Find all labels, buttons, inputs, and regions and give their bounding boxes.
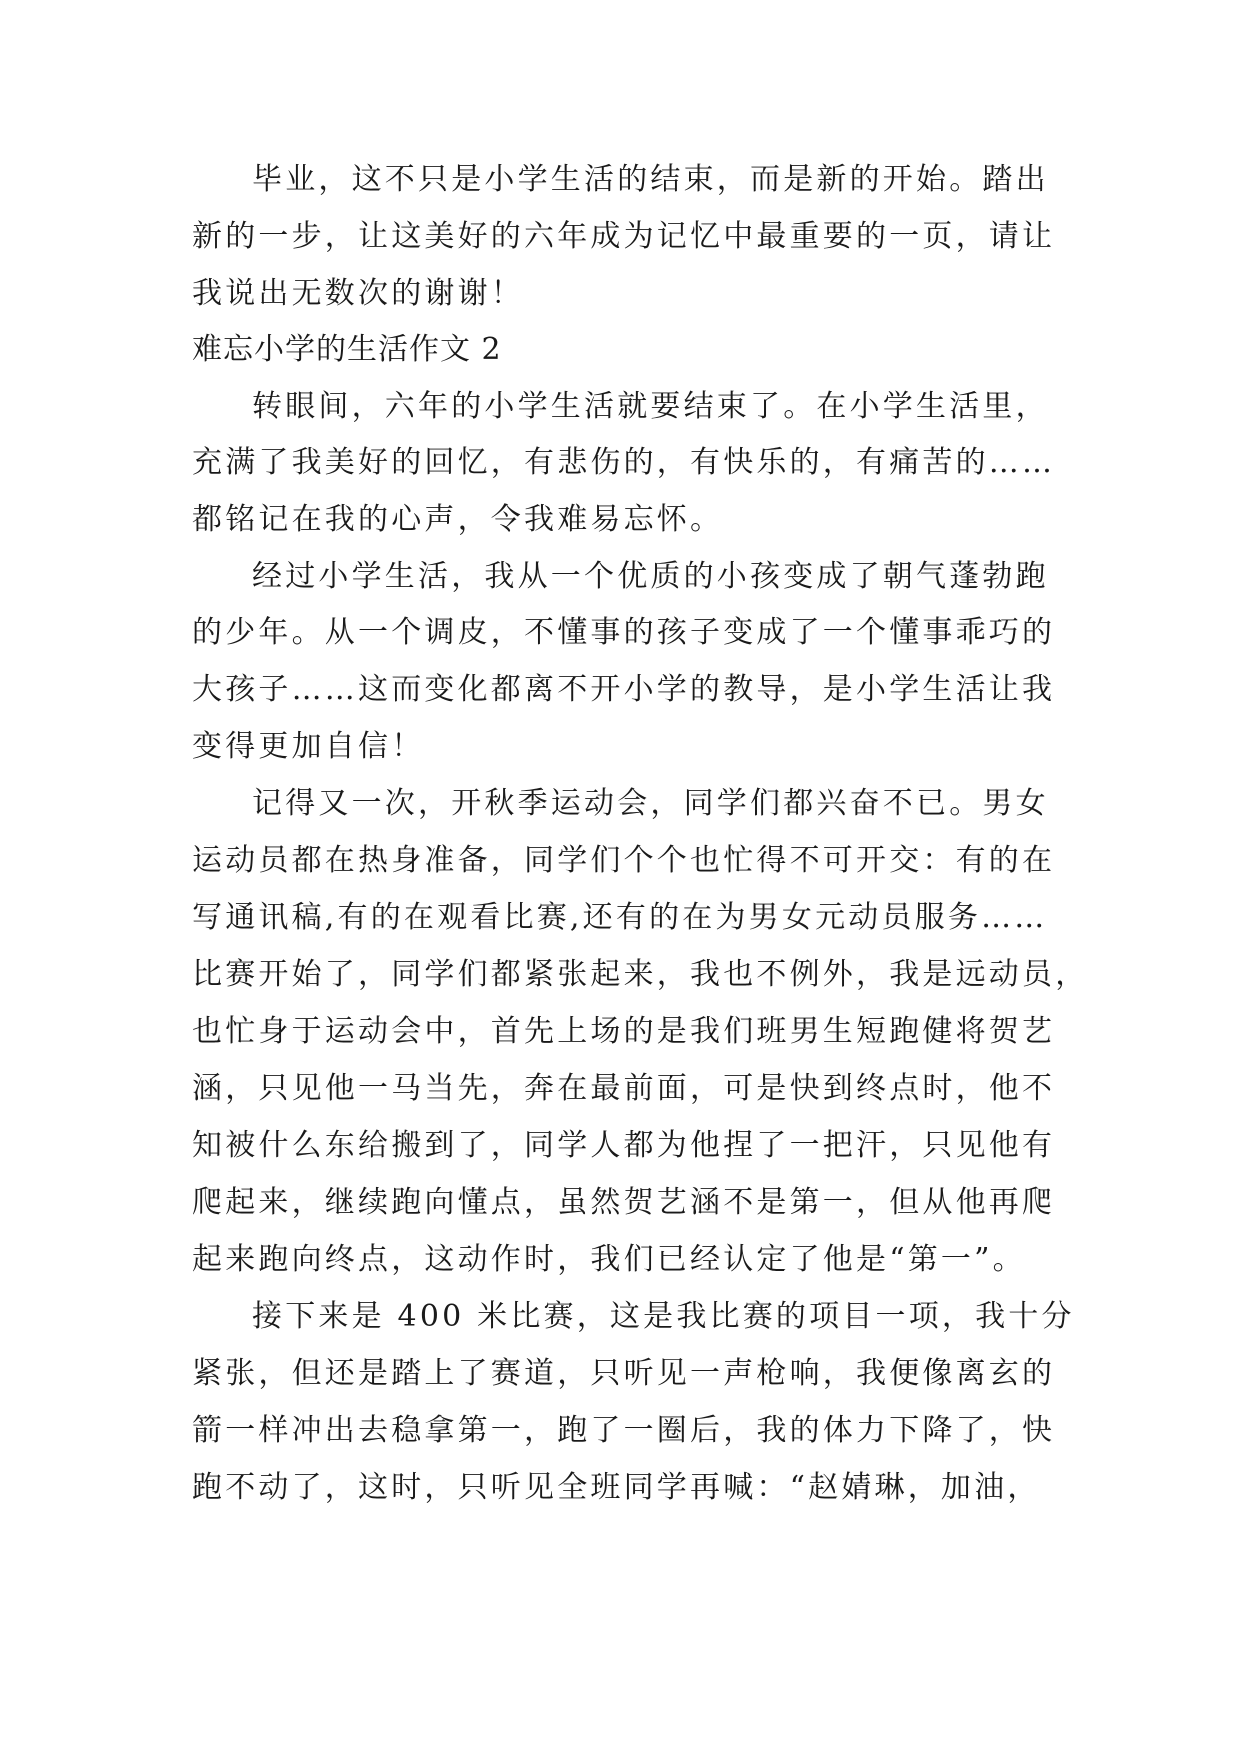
paragraph-line: 涵，只见他一马当先，奔在最前面，可是快到终点时，他不 xyxy=(192,1071,1056,1106)
paragraph-line: 的少年。从一个调皮，不懂事的孩子变成了一个懂事乖巧的 xyxy=(192,615,1056,650)
paragraph-line: 变得更加自信！ xyxy=(192,729,425,764)
section-heading: 难忘小学的生活作文 2 xyxy=(192,332,502,367)
paragraph-line: 毕业，这不只是小学生活的结束，而是新的开始。踏出 xyxy=(252,162,1049,197)
paragraph-line: 也忙身于运动会中，首先上场的是我们班男生短跑健将贺艺 xyxy=(192,1014,1056,1049)
paragraph-line: 运动员都在热身准备，同学们个个也忙得不可开交：有的在 xyxy=(192,843,1056,878)
paragraph-line: 写通讯稿,有的在观看比赛,还有的在为男女元动员服务…… xyxy=(192,900,1048,935)
paragraph-line: 跑不动了，这时，只听见全班同学再喊：“赵婧琳，加油， xyxy=(192,1470,1041,1505)
paragraph-line: 大孩子……这而变化都离不开小学的教导，是小学生活让我 xyxy=(192,672,1056,707)
paragraph-line: 转眼间，六年的小学生活就要结束了。在小学生活里， xyxy=(252,389,1049,424)
paragraph-line: 都铭记在我的心声，令我难易忘怀。 xyxy=(192,502,724,537)
paragraph-line: 我说出无数次的谢谢！ xyxy=(192,276,524,311)
paragraph-line: 知被什么东给搬到了，同学人都为他捏了一把汗，只见他有 xyxy=(192,1128,1056,1163)
paragraph-line: 箭一样冲出去稳拿第一，跑了一圈后，我的体力下降了，快 xyxy=(192,1413,1056,1448)
paragraph-line: 经过小学生活，我从一个优质的小孩变成了朝气蓬勃跑 xyxy=(252,559,1049,594)
paragraph-line: 接下来是 400 米比赛，这是我比赛的项目一项，我十分 xyxy=(252,1299,1075,1334)
paragraph-line: 爬起来，继续跑向懂点，虽然贺艺涵不是第一，但从他再爬 xyxy=(192,1185,1056,1220)
paragraph-line: 起来跑向终点，这动作时，我们已经认定了他是“第一”。 xyxy=(192,1242,1026,1277)
paragraph-line: 新的一步，让这美好的六年成为记忆中最重要的一页，请让 xyxy=(192,219,1056,254)
paragraph-line: 记得又一次，开秋季运动会，同学们都兴奋不已。男女 xyxy=(252,786,1049,821)
paragraph-line: 充满了我美好的回忆，有悲伤的，有快乐的，有痛苦的…… xyxy=(192,445,1056,480)
paragraph-line: 紧张，但还是踏上了赛道，只听见一声枪响，我便像离玄的 xyxy=(192,1356,1056,1391)
paragraph-line: 比赛开始了，同学们都紧张起来，我也不例外，我是远动员， xyxy=(192,957,1089,992)
